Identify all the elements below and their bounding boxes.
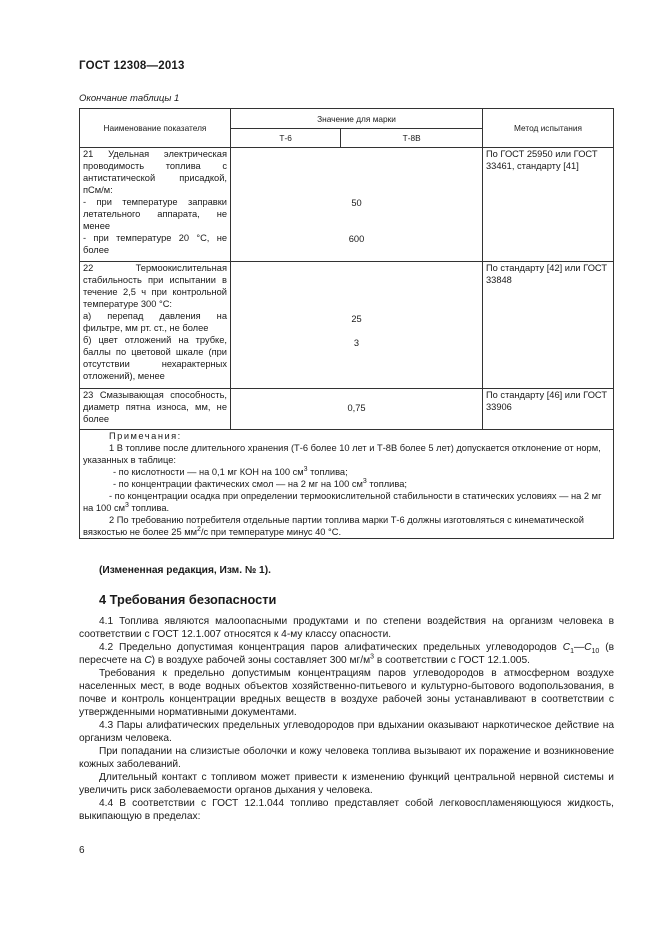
properties-table xyxy=(79,108,614,539)
paragraph: Требования к предельно допустимым концентрациям паров углеводородов в атмосферном воздухе населенных мест, в воде водных объектов хозяйственно-питьевого и культурно-бытового водопользования, в почве и контроль концентрации вредных веществ в воздухе рабочей зоны устанавливают в соответствии с утвержденными нормативными документами. xyxy=(79,668,614,718)
paragraph: 4.4 В соответствии с ГОСТ 12.1.044 топливо представляет собой легковоспламеняющуюся жидкость, выкипающую в пределах: xyxy=(79,798,614,822)
indicator-line: - при температуре 20 °С, не более xyxy=(83,233,227,255)
method-cell: По стандарту [46] или ГОСТ 33906 xyxy=(483,389,614,430)
section-body xyxy=(79,615,614,823)
value-text: 3 xyxy=(353,338,360,348)
value-text: 25 xyxy=(351,314,362,324)
value-text: 50 xyxy=(351,198,362,208)
col-header-grade-t6: Т-6 xyxy=(231,129,341,148)
notes-heading: Примечания: xyxy=(109,431,182,441)
paragraph: 4.1 Топлива являются малоопасными продуктами и по степени воздействия на организм человека в соответствии с ГОСТ 12.1.007 относятся к 4-му классу опасности. xyxy=(79,616,614,640)
note-bullet: - по концентрации осадка при определении термоокислительной стабильности в статических условиях — на 2 мг на 100 $см^3$ топлива. xyxy=(83,491,602,513)
table-row xyxy=(80,389,614,430)
indicator-line: 21 Удельная электрическая проводимость топлива с антистатической присадкой, пСм/м: xyxy=(83,149,227,195)
value-text: 0,75 xyxy=(347,403,366,413)
indicator-cell xyxy=(80,389,231,430)
paragraph: Длительный контакт с топливом может привести к изменению функций центральной нервной системы и увеличить риск заболеваемости органов дыхания у человека. xyxy=(79,772,614,796)
value-cell xyxy=(231,148,483,262)
section-title: 4 Требования безопасности xyxy=(99,592,277,607)
note-1: 1 В топливе после длительного хранения (Т-6 более 10 лет и Т-8В более 5 лет) допускается отклонение от норм, указанных в таблице: xyxy=(83,443,601,465)
page-number: 6 xyxy=(79,845,85,856)
paragraph: 4.3 Пары алифатических предельных углеводородов при вдыхании оказывают наркотическое действие на организм человека. xyxy=(79,720,614,744)
method-cell: По ГОСТ 25950 или ГОСТ 33461, стандарту [41] xyxy=(483,148,614,262)
paragraph: При попадании на слизистые оболочки и кожу человека топлива вызывают их поражение и возникновение кожных заболеваний. xyxy=(79,746,614,770)
table-row xyxy=(80,148,614,262)
note-2: 2 По требованию потребителя отдельные партии топлива марки Т-6 должны изготовляться с кинематической вязкостью не более 25 $мм^2/с$ при температуре минус 40 °С. xyxy=(83,515,584,537)
amendment-note: (Измененная редакция, Изм. № 1). xyxy=(99,565,271,576)
indicator-line: 23 Смазывающая способность, диаметр пятна износа, мм, не более xyxy=(83,390,227,424)
method-cell: По стандарту [42] или ГОСТ 33848 xyxy=(483,262,614,389)
document-header: ГОСТ 12308—2013 xyxy=(79,60,185,72)
paragraph: 4.2 Предельно допустимая концентрация паров алифатических предельных углеводородов $C_1—C_{10}$ (в пересчете на C) в воздухе рабочей зоны составляет 300 $мг/м^3$ в соответствии с ГОСТ 12.1.005. xyxy=(79,642,614,666)
value-cell xyxy=(231,262,483,389)
indicator-line: 22 Термоокислительная стабильность при испытании в течение 2,5 ч при контрольной температуре 300 °С: xyxy=(83,263,227,309)
value-cell xyxy=(231,389,483,430)
indicator-cell xyxy=(80,262,231,389)
table-notes xyxy=(80,430,614,539)
table-caption: Окончание таблицы 1 xyxy=(79,93,180,104)
col-header-grade-t8v: Т-8В xyxy=(341,129,483,148)
col-header-indicator: Наименование показателя xyxy=(80,109,231,148)
indicator-line: - при температуре заправки летательного аппарата, не менее xyxy=(83,197,227,231)
table-row xyxy=(80,262,614,389)
indicator-line: б) цвет отложений на трубке, баллы по цветовой шкале (при отсутствии нехарактерных отложений), менее xyxy=(83,335,227,381)
note-bullet: - по концентрации фактических смол — на 2 мг на 100 $см^3$ топлива; xyxy=(113,477,407,489)
value-text: 600 xyxy=(348,234,365,244)
indicator-line: а) перепад давления на фильтре, мм рт. ст., не более xyxy=(83,311,227,333)
col-header-value-group: Значение для марки xyxy=(231,109,483,129)
note-bullet: - по кислотности — на 0,1 мг КОН на 100 $см^3$ топлива; xyxy=(113,465,348,477)
col-header-method: Метод испытания xyxy=(483,109,614,148)
indicator-cell xyxy=(80,148,231,262)
notes-row xyxy=(80,430,614,539)
